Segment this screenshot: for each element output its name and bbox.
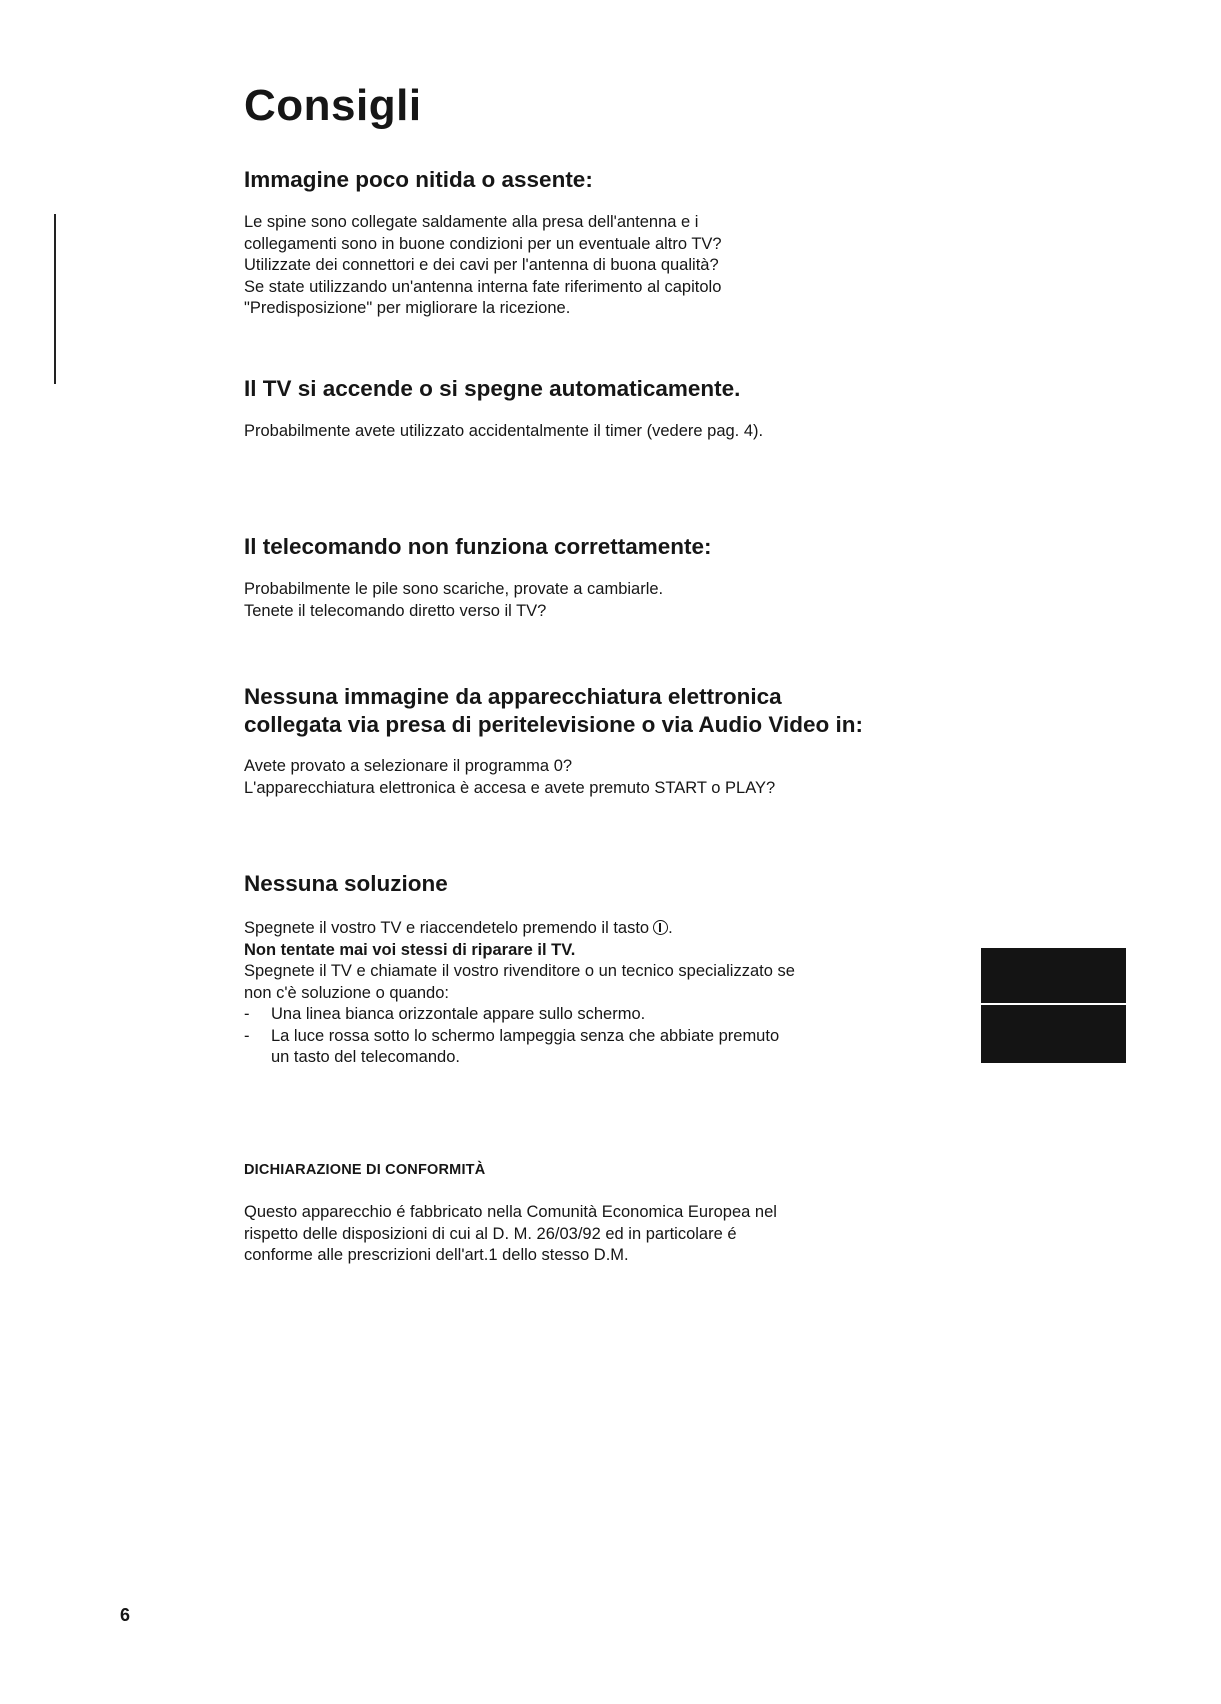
call-dealer-text: Spegnete il TV e chiamate il vostro rivenditore o un tecnico specializzato se non c'è soluzione o quando: — [244, 962, 795, 1002]
section-tab-marker — [981, 948, 1126, 1063]
section-no-solution — [244, 870, 944, 1069]
section-heading: Il TV si accende o si spegne automaticamente. — [244, 376, 741, 401]
section-text: Probabilmente le pile sono scariche, provate a cambiarle. Tenete il telecomando diretto verso il TV? — [244, 580, 664, 620]
page-title: Consigli — [244, 81, 422, 130]
list-item-text: Una linea bianca orizzontale appare sullo schermo. — [271, 1005, 646, 1023]
section-remote-control — [244, 533, 944, 622]
list-item: - Una linea bianca orizzontale appare sullo schermo. — [244, 1005, 646, 1023]
section-auto-power — [244, 375, 944, 443]
restart-text: Spegnete il vostro TV e riaccendetelo premendo il tasto — [244, 919, 650, 937]
power-icon — [653, 920, 668, 935]
page-number: 6 — [120, 1605, 131, 1625]
section-text: Le spine sono collegate saldamente alla presa dell'antenna e i collegamenti sono in buone condizioni per un eventuale altro TV? Utilizzate dei connettori e dei cavi per l'antenna di buona qualità? Se state utilizzando un'antenna interna fate riferimento al capitolo "Predisposizione" per migliorare la ricezione. — [244, 213, 722, 317]
margin-change-bar — [54, 214, 56, 384]
declaration-heading: DICHIARAZIONE DI CONFORMITÀ — [244, 1162, 486, 1178]
restart-instruction: Spegnete il vostro TV e riaccendetelo premendo il tasto . — [244, 919, 673, 937]
condition-list — [244, 1004, 944, 1069]
section-external-device — [244, 683, 944, 799]
section-heading: Il telecomando non funziona correttamente: — [244, 534, 712, 559]
list-item: - La luce rossa sotto lo schermo lampeggia senza che abbiate premuto un tasto del telecomando. — [244, 1026, 780, 1066]
repair-warning: Non tentate mai voi stessi di riparare il TV. — [244, 940, 576, 959]
section-text: Probabilmente avete utilizzato accidentalmente il timer (vedere pag. 4). — [244, 422, 764, 440]
section-text: Avete provato a selezionare il programma 0? L'apparecchiatura elettronica è accesa e avete premuto START o PLAY? — [244, 757, 776, 797]
section-heading: Nessuna soluzione — [244, 871, 448, 896]
tab-divider — [981, 1003, 1126, 1005]
list-item-text: La luce rossa sotto lo schermo lampeggia senza che abbiate premuto un tasto del telecomando. — [271, 1026, 780, 1066]
section-heading: Nessuna immagine da apparecchiatura elettronica collegata via presa di peritelevisione o via Audio Video in: — [244, 684, 863, 737]
section-heading: Immagine poco nitida o assente: — [244, 167, 593, 192]
declaration-text: Questo apparecchio é fabbricato nella Comunità Economica Europea nel rispetto delle disposizioni di cui al D. M. 26/03/92 ed in particolare é conforme alle prescrizioni dell'art.1 dello stesso D.M. — [244, 1203, 777, 1264]
section-image-quality — [244, 166, 944, 320]
